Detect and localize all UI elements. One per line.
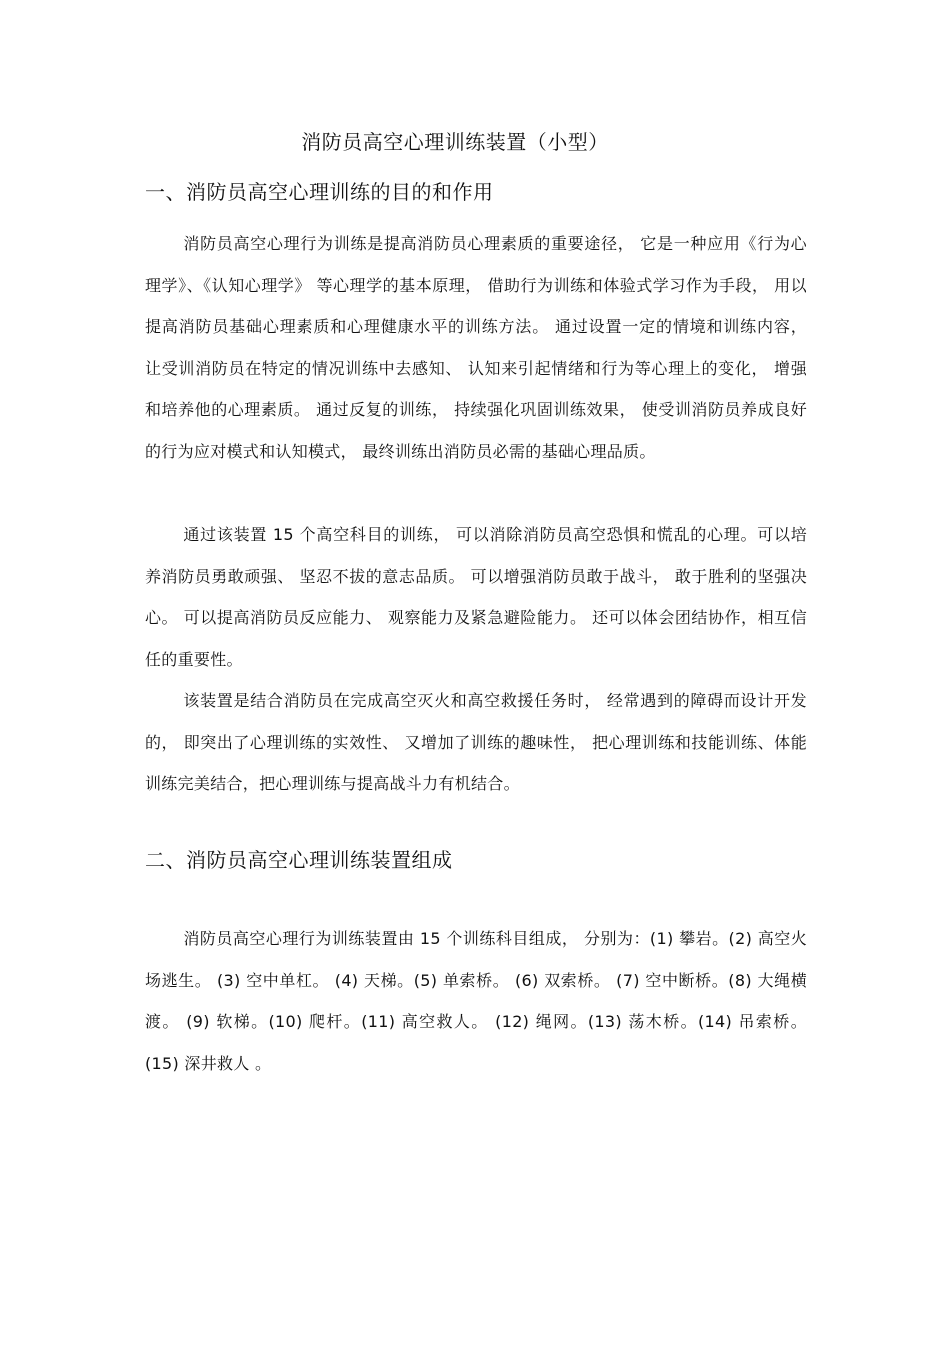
paragraph-training-items: 消防员高空心理行为训练装置由 15 个训练科目组成， 分别为：(1) 攀岩。(2) 高空火场逃生。 (3) 空中单杠。 (4) 天梯。(5) 单索桥。 (6) 双索桥。 (7) 空中断桥。(8) 大绳横渡。 (9) 软梯。(10) 爬杆。(11) 高空救人。 (12) 绳网。(13) 荡木桥。(14) 吊索桥。 (15) 深井救人 。 [145,929,807,1073]
document-title: 消防员高空心理训练装置（小型） [301,130,609,154]
paragraph-purpose-intro: 消防员高空心理行为训练是提高消防员心理素质的重要途径， 它是一种应用《行为心理学》、《认知心理学》 等心理学的基本原理， 借助行为训练和体验式学习作为手段， 用以提高消防员基础心理素质和心理健康水平的训练方法。 通过设置一定的情境和训练内容， 让受训消防员在特定的情况训练中去感知、 认知来引起情绪和行为等心理上的变化， 增强和培养他的心理素质。 通过反复的训练， 持续强化巩固训练效果， 使受训消防员养成良好的行为应对模式和认知模式， 最终训练出消防员必需的基础心理品质。 [145,234,807,461]
paragraph-training-benefits: 通过该装置 15 个高空科目的训练， 可以消除消防员高空恐惧和慌乱的心理。可以培养消防员勇敢顽强、 坚忍不拔的意志品质。 可以增强消防员敢于战斗， 敢于胜利的坚强决心。 可以提高消防员反应能力、 观察能力及紧急避险能力。 还可以体会团结协作，相互信任的重要性。 [145,525,807,669]
paragraph-device-design: 该装置是结合消防员在完成高空灭火和高空救援任务时， 经常遇到的障碍而设计开发的， 即突出了心理训练的实效性、 又增加了训练的趣味性， 把心理训练和技能训练、体能训练完美结合，把心理训练与提高战斗力有机结合。 [145,691,807,793]
section-heading-composition: 二、消防员高空心理训练装置组成 [145,848,453,872]
section-heading-purpose: 一、消防员高空心理训练的目的和作用 [145,180,494,204]
